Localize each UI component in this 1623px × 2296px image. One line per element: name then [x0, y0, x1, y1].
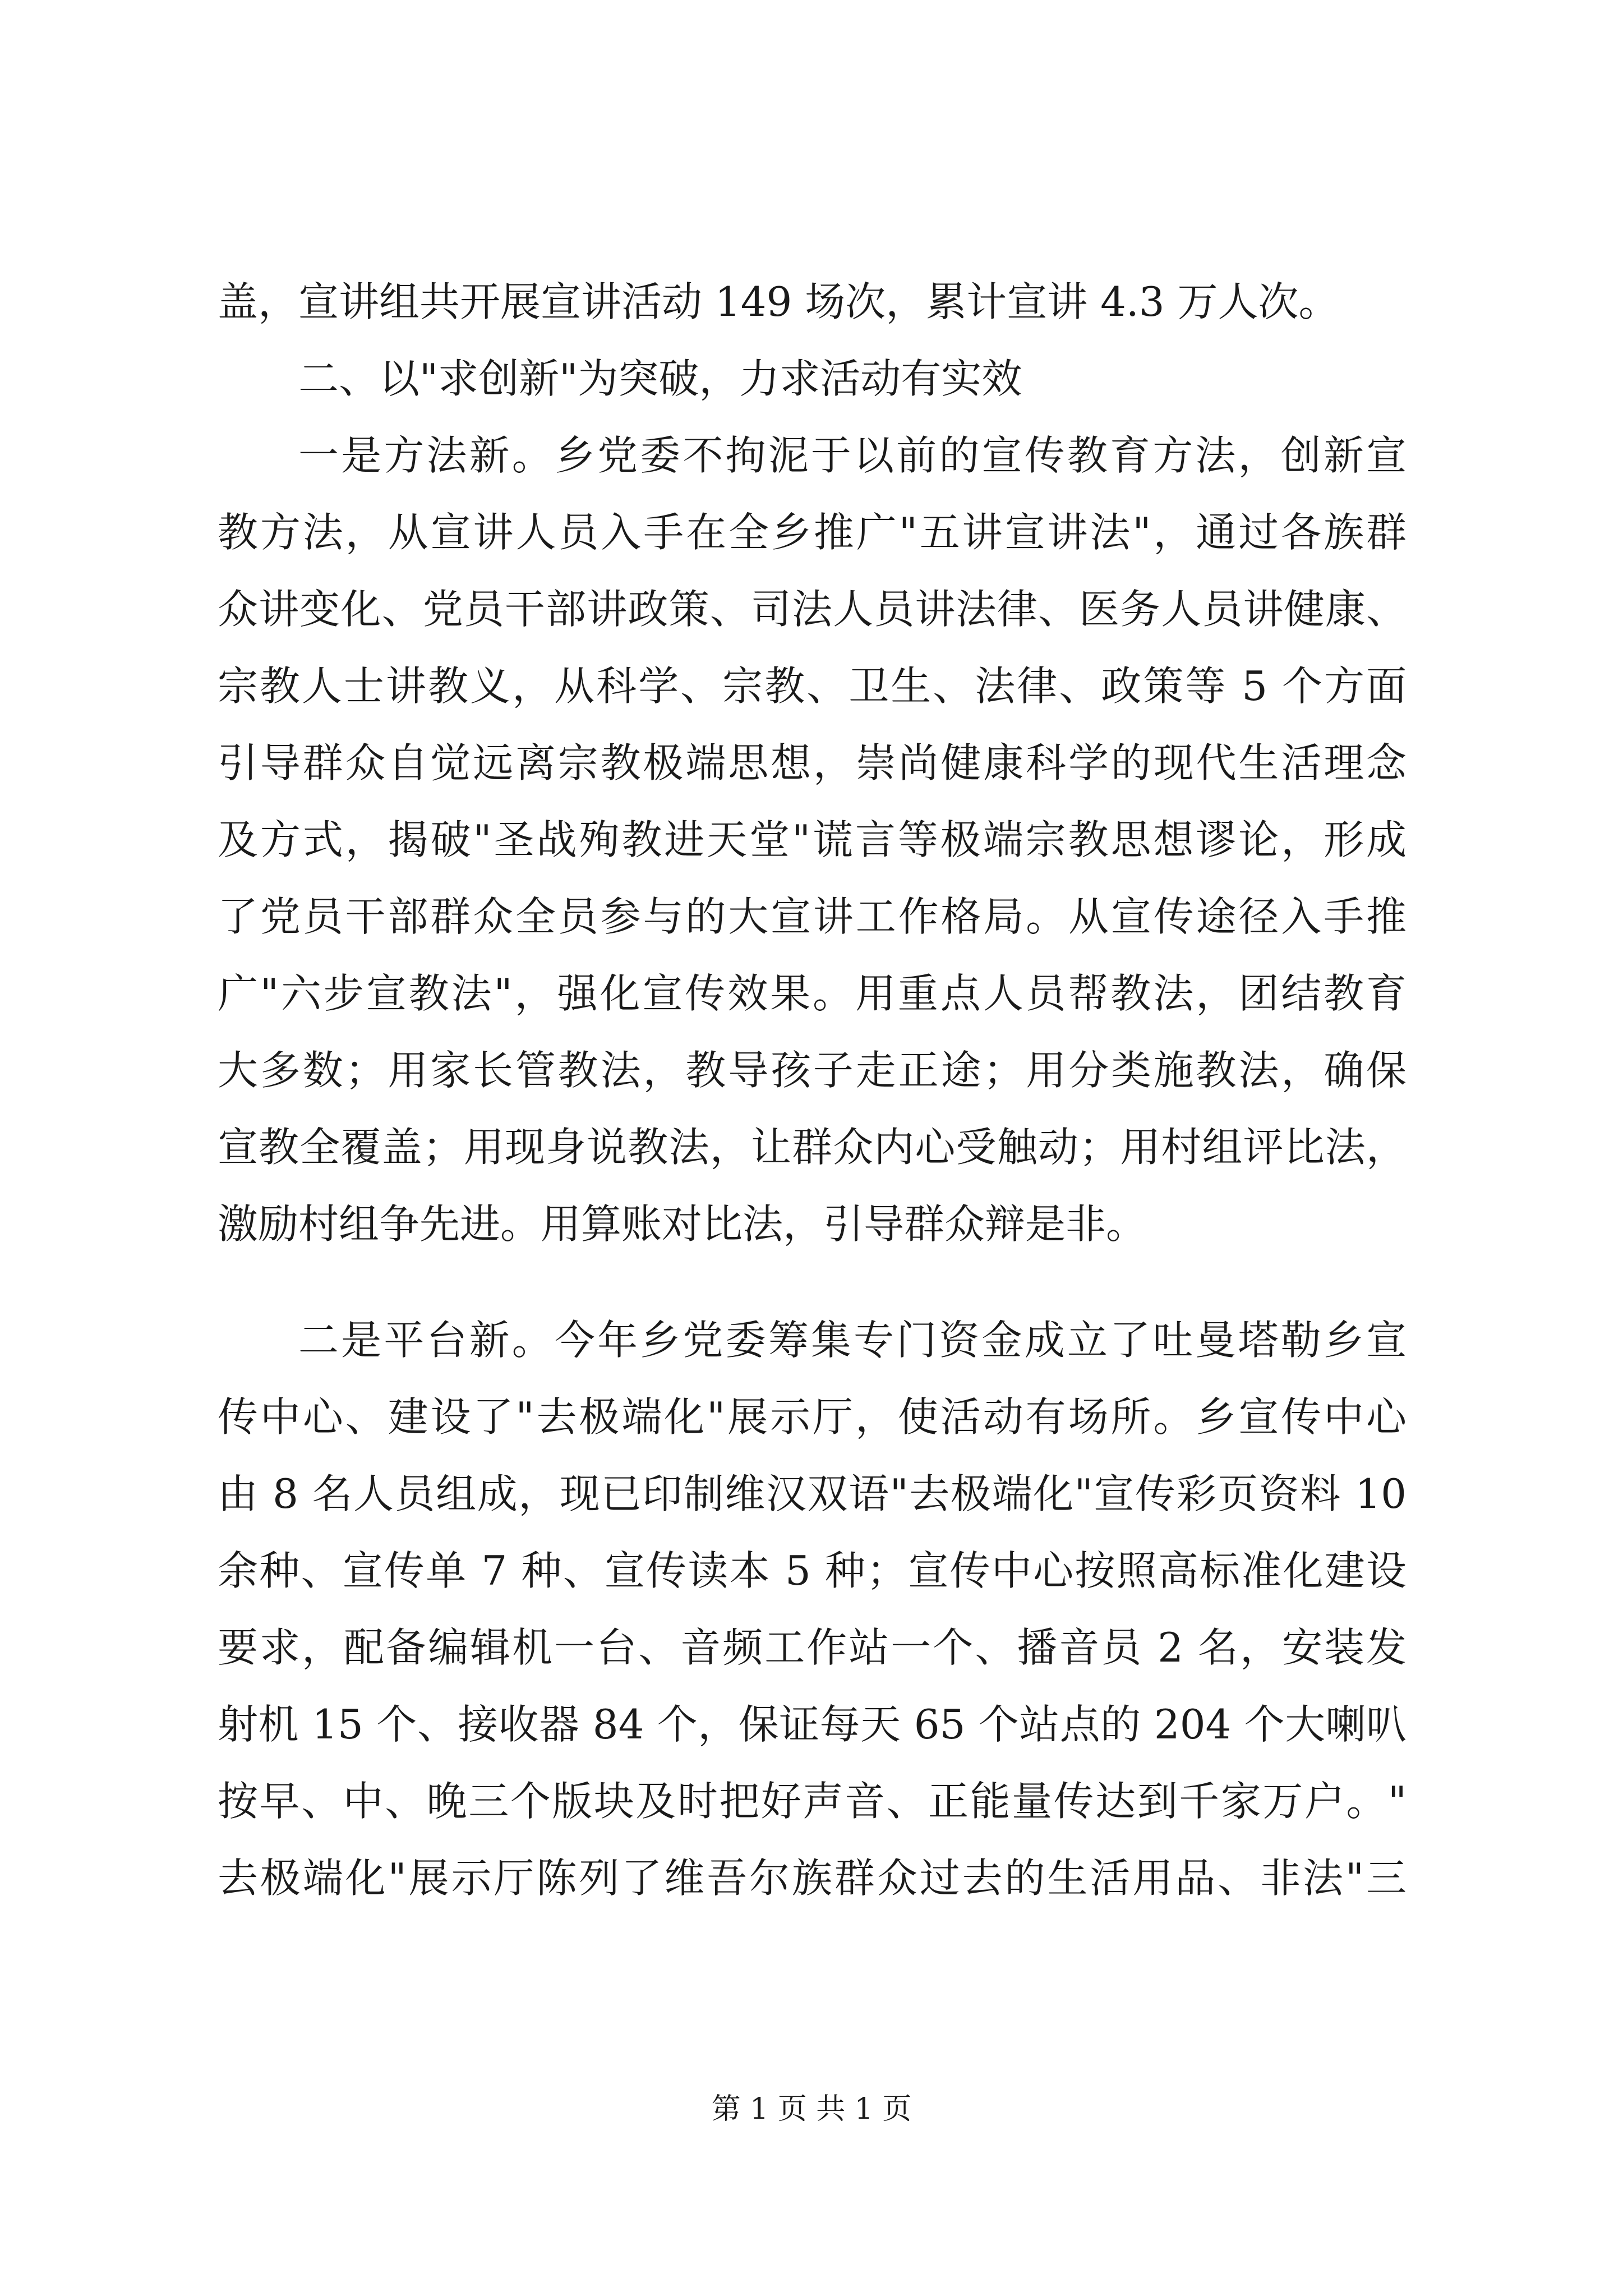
text-line: 教方法，从宣讲人员入手在全乡推广"五讲宣讲法"，通过各族群 [218, 509, 1407, 556]
page-footer: 第 1 页 共 1 页 [711, 2092, 912, 2126]
section-heading: 二、以"求创新"为突破，力求活动有实效 [298, 355, 1022, 402]
text-line: 广"六步宣教法"，强化宣传效果。用重点人员帮教法，团结教育 [218, 970, 1407, 1017]
text-line: 要求，配备编辑机一台、音频工作站一个、播音员 2 名，安装发 [218, 1624, 1407, 1671]
text-line: 激励村组争先进。用算账对比法，引导群众辩是非。 [218, 1200, 1147, 1248]
text-line: 盖，宣讲组共开展宣讲活动 149 场次，累计宣讲 4.3 万人次。 [218, 278, 1339, 325]
text-line: 二是平台新。今年乡党委筹集专门资金成立了吐曼塔勒乡宣 [298, 1317, 1407, 1364]
text-line: 大多数；用家长管教法，教导孩子走正途；用分类施教法，确保 [218, 1047, 1407, 1094]
text-line: 由 8 名人员组成，现已印制维汉双语"去极端化"宣传彩页资料 10 [218, 1470, 1407, 1517]
text-line: 余种、宣传单 7 种、宣传读本 5 种；宣传中心按照高标准化建设 [218, 1547, 1407, 1594]
text-line: 射机 15 个、接收器 84 个，保证每天 65 个站点的 204 个大喇叭 [218, 1701, 1407, 1748]
text-line: 一是方法新。乡党委不拘泥于以前的宣传教育方法，创新宣 [298, 432, 1407, 479]
text-line: 按早、中、晚三个版块及时把好声音、正能量传达到千家万户。" [218, 1778, 1407, 1825]
text-line: 引导群众自觉远离宗教极端思想，崇尚健康科学的现代生活理念 [218, 739, 1407, 786]
text-line: 了党员干部群众全员参与的大宣讲工作格局。从宣传途径入手推 [218, 893, 1407, 940]
text-line: 传中心、建设了"去极端化"展示厅，使活动有场所。乡宣传中心 [218, 1393, 1407, 1441]
paragraph-gap [218, 1263, 1407, 1302]
text-line: 宣教全覆盖；用现身说教法，让群众内心受触动；用村组评比法， [218, 1124, 1407, 1171]
text-line: 及方式，揭破"圣战殉教进天堂"谎言等极端宗教思想谬论，形成 [218, 816, 1407, 863]
document-body [218, 264, 1407, 1917]
text-line: 去极端化"展示厅陈列了维吾尔族群众过去的生活用品、非法"三 [218, 1855, 1407, 1902]
text-line: 众讲变化、党员干部讲政策、司法人员讲法律、医务人员讲健康、 [218, 586, 1407, 633]
text-line: 宗教人士讲教义，从科学、宗教、卫生、法律、政策等 5 个方面 [218, 662, 1407, 710]
